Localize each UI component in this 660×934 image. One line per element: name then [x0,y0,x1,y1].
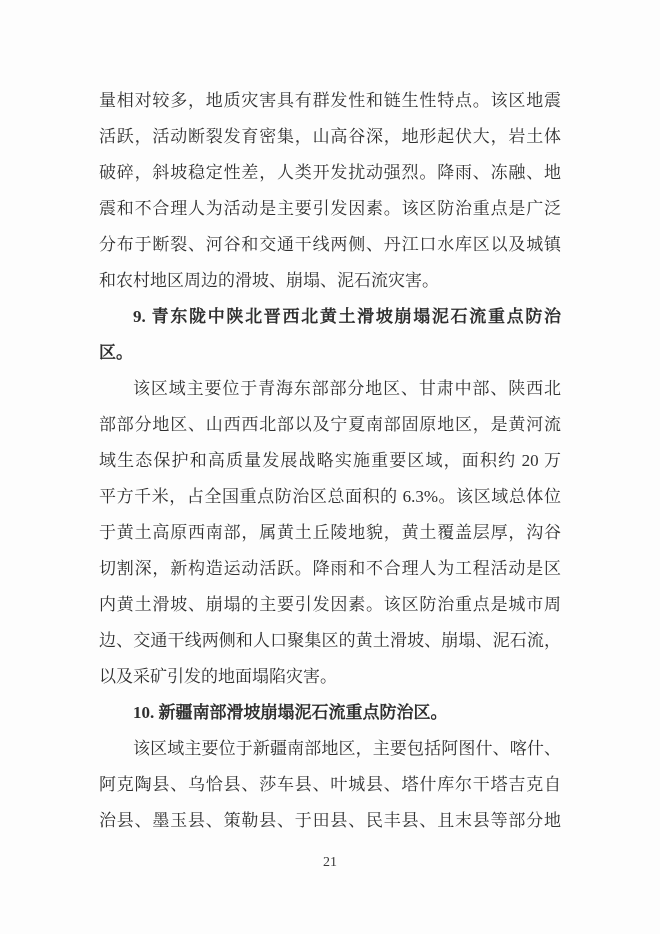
body-text-line: 分布于断裂、河谷和交通干线两侧、丹江口水库区以及城镇 [99,235,561,254]
body-text-line: 切割深，新构造运动活跃。降雨和不合理人为工程活动是区 [99,559,561,578]
body-text-line: 边、交通干线两侧和人口聚集区的黄土滑坡、崩塌、泥石流， [99,631,561,650]
section-9-heading-line-1: 9. 青东陇中陕北晋西北黄土滑坡崩塌泥石流重点防治 [133,307,561,326]
body-text-line: 破碎，斜坡稳定性差，人类开发扰动强烈。降雨、冻融、地 [99,163,561,182]
body-text-line: 以及采矿引发的地面塌陷灾害。 [99,667,337,686]
body-text-line: 内黄土滑坡、崩塌的主要引发因素。该区防治重点是城市周 [99,595,561,614]
section-10-heading: 10. 新疆南部滑坡崩塌泥石流重点防治区。 [133,703,448,722]
body-text-line: 震和不合理人为活动是主要引发因素。该区防治重点是广泛 [99,199,561,218]
body-text-line: 阿克陶县、乌恰县、莎车县、叶城县、塔什库尔干塔吉克自 [99,775,561,794]
body-text-line: 量相对较多，地质灾害具有群发性和链生性特点。该区地震 [99,91,561,110]
page-number: 21 [323,855,337,870]
document-text [99,83,561,839]
body-text-line: 治县、墨玉县、策勒县、于田县、民丰县、且末县等部分地 [99,811,561,830]
body-text-line: 该区域主要位于新疆南部地区，主要包括阿图什、喀什、 [133,739,561,758]
body-text-line: 域生态保护和高质量发展战略实施重要区域，面积约 20 万 [99,451,561,470]
body-text-line: 该区域主要位于青海东部部分地区、甘肃中部、陕西北 [133,379,561,398]
body-text-line: 平方千米，占全国重点防治区总面积的 6.3%。该区域总体位 [99,487,561,506]
section-9-heading-line-2: 区。 [99,343,133,362]
body-text-line: 部部分地区、山西西北部以及宁夏南部固原地区，是黄河流 [99,415,561,434]
body-text-line: 和农村地区周边的滑坡、崩塌、泥石流灾害。 [99,271,439,290]
body-text-line: 活跃，活动断裂发育密集，山高谷深，地形起伏大，岩土体 [99,127,561,146]
body-text-line: 于黄土高原西南部，属黄土丘陵地貌，黄土覆盖层厚，沟谷 [99,523,561,542]
